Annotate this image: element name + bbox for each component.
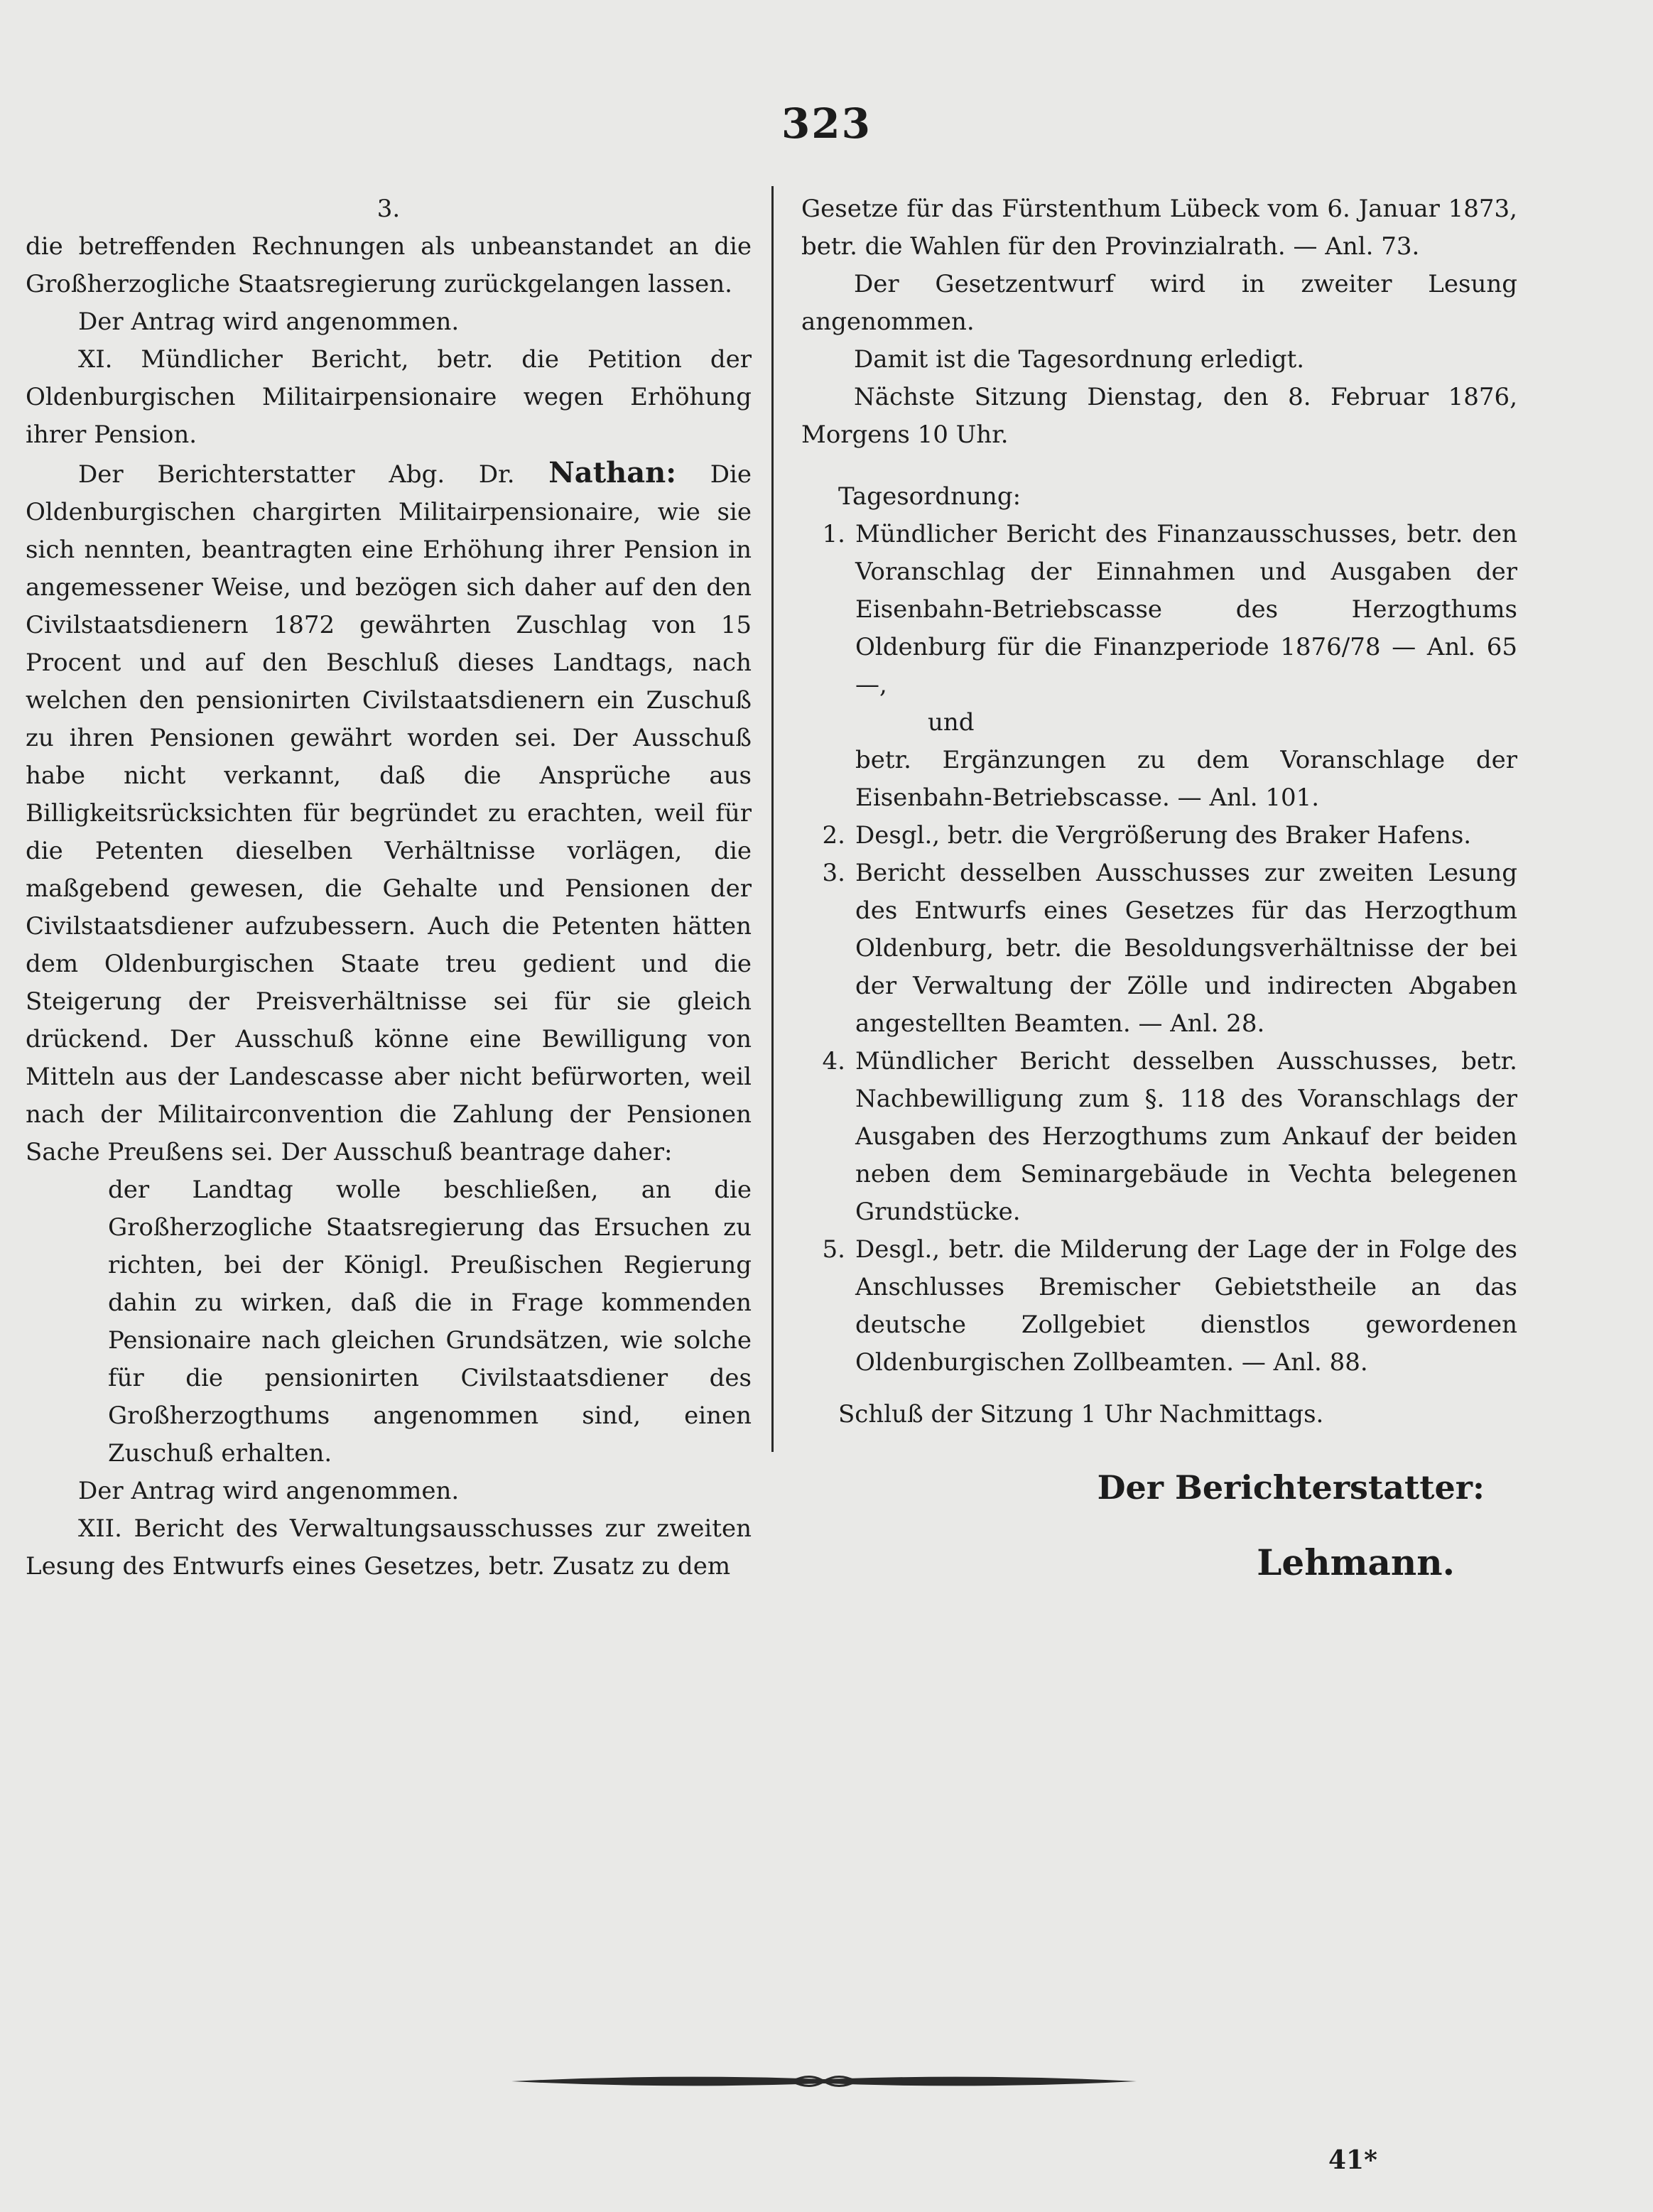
agenda-conjunction: und: [928, 708, 975, 737]
paragraph: die betreffenden Rechnungen als unbeanstandet an die Großherzogliche Staatsregierung zurückgelangen lassen.: [26, 232, 752, 298]
agenda-heading: Tagesordnung:: [838, 482, 1021, 511]
sheet-signature: 41*: [1328, 2145, 1377, 2175]
agenda-list-item: [801, 516, 1517, 704]
section-number: 3.: [376, 195, 401, 223]
right-column: [801, 190, 1517, 1581]
speaker-name: Nathan:: [548, 456, 677, 489]
speaker-paragraph: [26, 454, 752, 1171]
agenda-text: Bericht desselben Ausschusses zur zweiten Lesung des Entwurfs eines Gesetzes für das Herzogthum Oldenburg, betr. die Besoldungsverhältnisse der bei der Verwaltung der Zölle und indirecten Abgaben angestellten Beamten. — Anl. 28.: [855, 859, 1517, 1038]
agenda-list-item: [801, 817, 1517, 855]
column-divider: [771, 186, 774, 1452]
paragraph: Der Antrag wird angenommen.: [78, 308, 460, 336]
signature-heading: Der Berichterstatter:: [1097, 1468, 1485, 1507]
session-closing: Schluß der Sitzung 1 Uhr Nachmittags.: [838, 1400, 1324, 1428]
left-column: [26, 190, 752, 1585]
agenda-list-item: [801, 1231, 1517, 1382]
agenda-list-item: [801, 855, 1517, 1043]
agenda-list-item: [801, 1043, 1517, 1231]
motion-text: der Landtag wolle beschließen, an die Großherzogliche Staatsregierung das Ersuchen zu richten, bei der Königl. Preußischen Regierung dahin zu wirken, daß die in Frage kommenden Pensionaire nach gleichen Grundsätzen, wie solche für die pensionirten Civilstaatsdiener des Großherzogthums angenommen sind, einen Zuschuß erhalten.: [108, 1176, 752, 1468]
paragraph: Der Antrag wird angenommen.: [78, 1477, 460, 1505]
paragraph: Gesetze für das Fürstenthum Lübeck vom 6. Januar 1873, betr. die Wahlen für den Provinzialrath. — Anl. 73.: [801, 195, 1517, 261]
agenda-text: Mündlicher Bericht des Finanzausschusses, betr. den Voranschlag der Einnahmen und Ausgaben der Eisenbahn-Betriebscasse des Herzogthums Oldenburg für die Finanzperiode 1876/78 — Anl. 65 —,: [855, 520, 1517, 699]
agenda-number: 4.: [822, 1047, 845, 1075]
paragraph: Der Gesetzentwurf wird in zweiter Lesung angenommen.: [801, 270, 1517, 336]
agenda-number: 1.: [822, 520, 845, 548]
agenda-number: 3.: [822, 859, 845, 887]
paragraph: Damit ist die Tagesordnung erledigt.: [854, 345, 1305, 374]
agenda-text-extra: betr. Ergänzungen zu dem Voranschlage der Eisenbahn-Betriebscasse. — Anl. 101.: [855, 746, 1517, 812]
page-number: 323: [781, 99, 872, 148]
agenda-text: Mündlicher Bericht desselben Ausschusses, betr. Nachbewilligung zum §. 118 des Voranschlags der Ausgaben des Herzogthums zum Ankauf der beiden neben dem Seminargebäude in Vechta belegenen Grundstücke.: [855, 1047, 1517, 1226]
agenda-item-heading: XI. Mündlicher Bericht, betr. die Petition der Oldenburgischen Militairpensionaire wegen Erhöhung ihrer Pension.: [26, 345, 752, 449]
agenda-number: 5.: [822, 1235, 845, 1264]
ornamental-rule-icon: [511, 2064, 1137, 2099]
next-session-note: Nächste Sitzung Dienstag, den 8. Februar 1876, Morgens 10 Uhr.: [801, 383, 1517, 449]
speaker-prefix: Der Berichterstatter Abg. Dr.: [78, 460, 515, 489]
agenda-text: Desgl., betr. die Milderung der Lage der in Folge des Anschlusses Bremischer Gebietstheile an das deutsche Zollgebiet dienstlos gewordenen Oldenburgischen Zollbeamten. — Anl. 88.: [855, 1235, 1517, 1377]
signature-name: Lehmann.: [1257, 1541, 1455, 1583]
speech-text: Die Oldenburgischen chargirten Militairpensionaire, wie sie sich nennten, beantragten eine Erhöhung ihrer Pension in angemessener Weise, und bezögen sich daher auf den den Civilstaatsdienern 1872 gewährten Zuschlag von 15 Procent und auf den Beschluß dieses Landtags, nach welchen den pensionirten Civilstaatsdienern ein Zuschuß zu ihren Pensionen gewährt worden sei. Der Ausschuß habe nicht verkannt, daß die Ansprüche aus Billigkeitsrücksichten für begründet zu erachten, weil für die Petenten dieselben Verhältnisse vorlägen, die maßgebend gewesen, die Gehalte und Pensionen der Civilstaatsdiener aufzubessern. Auch die Petenten hätten dem Oldenburgischen Staate treu gedient und die Steigerung der Preisverhältnisse sei für sie gleich drückend. Der Ausschuß könne eine Bewilligung von Mitteln aus der Landescasse aber nicht befürworten, weil nach der Militairconvention die Zahlung der Pensionen Sache Preußens sei. Der Ausschuß beantrage daher:: [26, 460, 752, 1166]
agenda-text: Desgl., betr. die Vergrößerung des Braker Hafens.: [855, 821, 1472, 850]
agenda-item-heading: XII. Bericht des Verwaltungsausschusses zur zweiten Lesung des Entwurfs eines Gesetzes, betr. Zusatz zu dem: [26, 1514, 752, 1581]
agenda-number: 2.: [822, 821, 845, 850]
